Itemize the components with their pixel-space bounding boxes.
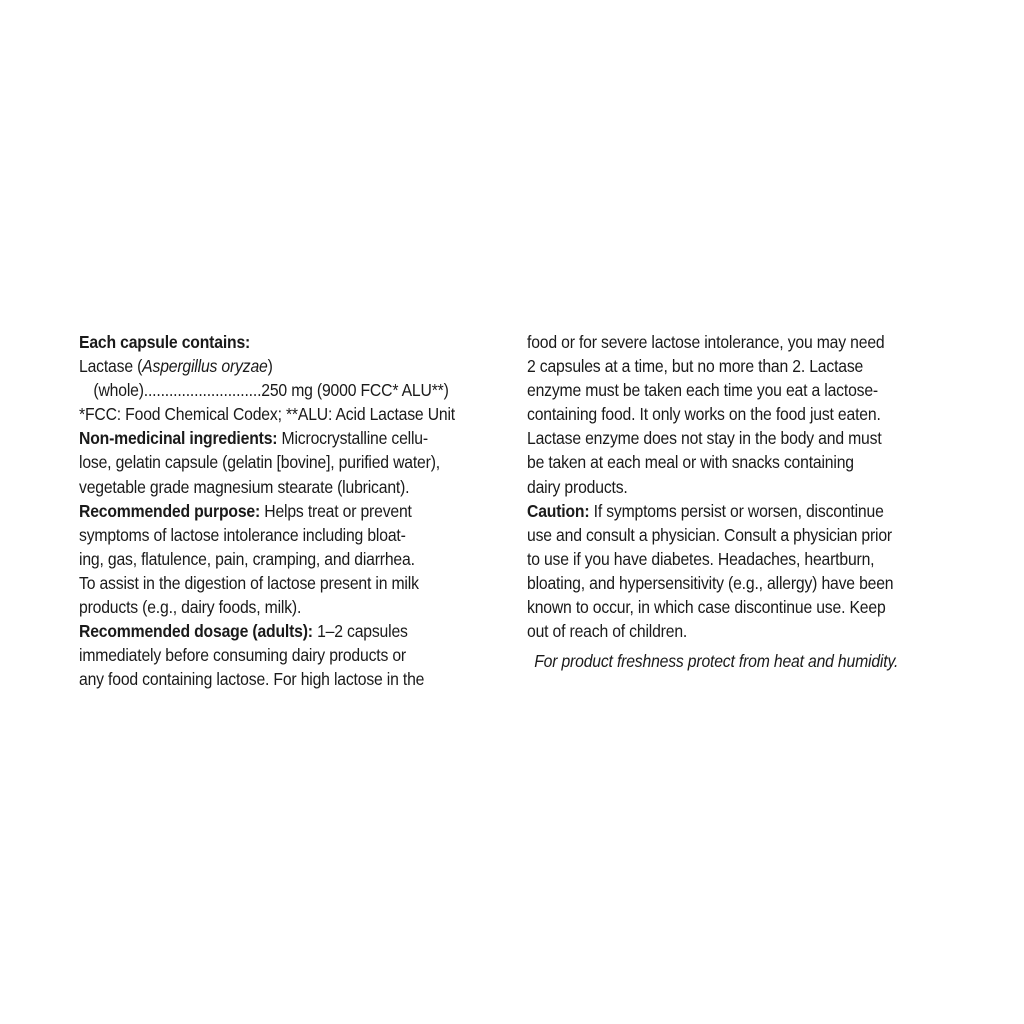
dosage-heading: Recommended dosage (adults): <box>79 621 313 642</box>
lactase-line <box>79 354 520 378</box>
purpose-heading: Recommended purpose: <box>79 500 261 521</box>
caution-line-5: known to occur, in which case discontinue use. Keep <box>527 597 886 618</box>
lactase-amount-line: (whole)............................250 mg (9000 FCC* ALU**) <box>93 380 449 401</box>
dosage-cont-line-2: 2 capsules at a time, but no more than 2. Lactase <box>527 356 864 377</box>
dosage-cont-line-7: dairy products. <box>527 476 628 497</box>
dosage-cont-line-3: enzyme must be taken each time you eat a lactose- <box>527 380 878 401</box>
non-medicinal-text-1: Microcrystalline cellu- <box>277 428 428 449</box>
non-medicinal-line-3: vegetable grade magnesium stearate (lubricant). <box>79 476 410 497</box>
non-medicinal-line-2: lose, gelatin capsule (gelatin [bovine], purified water), <box>79 452 440 473</box>
lactase-suffix: ) <box>267 356 273 377</box>
caution-line-6: out of reach of children. <box>527 621 688 642</box>
purpose-line-5: products (e.g., dairy foods, milk). <box>79 597 302 618</box>
purpose-line-2: symptoms of lactose intolerance including bloat- <box>79 524 406 545</box>
lactase-species: Aspergillus oryzae <box>142 356 268 377</box>
non-medicinal-heading: Non-medicinal ingredients: <box>79 428 278 449</box>
caution-heading: Caution: <box>527 500 590 521</box>
caution-text-1: If symptoms persist or worsen, discontinue <box>589 500 884 521</box>
dosage-line-2: immediately before consuming dairy products or <box>79 645 407 666</box>
dosage-cont-line-1: food or for severe lactose intolerance, you may need <box>527 332 885 352</box>
freshness-note: For product freshness protect from heat and humidity. <box>534 651 899 672</box>
unit-footnote: *FCC: Food Chemical Codex; **ALU: Acid Lactase Unit <box>79 404 455 425</box>
contains-heading: Each capsule contains: <box>79 332 251 352</box>
dosage-cont-line-6: be taken at each meal or with snacks containing <box>527 452 854 473</box>
purpose-line-3: ing, gas, flatulence, pain, cramping, and diarrhea. <box>79 548 415 569</box>
caution-line-3: to use if you have diabetes. Headaches, heartburn, <box>527 548 875 569</box>
purpose-line-4: To assist in the digestion of lactose present in milk <box>79 572 419 593</box>
non-medicinal-line-1 <box>79 426 520 450</box>
purpose-line-1 <box>79 499 520 523</box>
dosage-cont-line-5: Lactase enzyme does not stay in the body and must <box>527 428 882 449</box>
dosage-text-1: 1–2 capsules <box>312 621 408 642</box>
dosage-cont-line-4: containing food. It only works on the food just eaten. <box>527 404 881 425</box>
dosage-line-3: any food containing lactose. For high lactose in the <box>79 669 425 690</box>
caution-line-4: bloating, and hypersensitivity (e.g., allergy) have been <box>527 572 894 593</box>
lactase-prefix: Lactase ( <box>79 356 143 377</box>
caution-line-1 <box>527 499 957 523</box>
right-text-column <box>527 330 957 673</box>
purpose-text-1: Helps treat or prevent <box>260 500 412 521</box>
left-text-column <box>79 330 520 691</box>
dosage-line-1 <box>79 619 520 643</box>
caution-line-2: use and consult a physician. Consult a physician prior <box>527 524 892 545</box>
